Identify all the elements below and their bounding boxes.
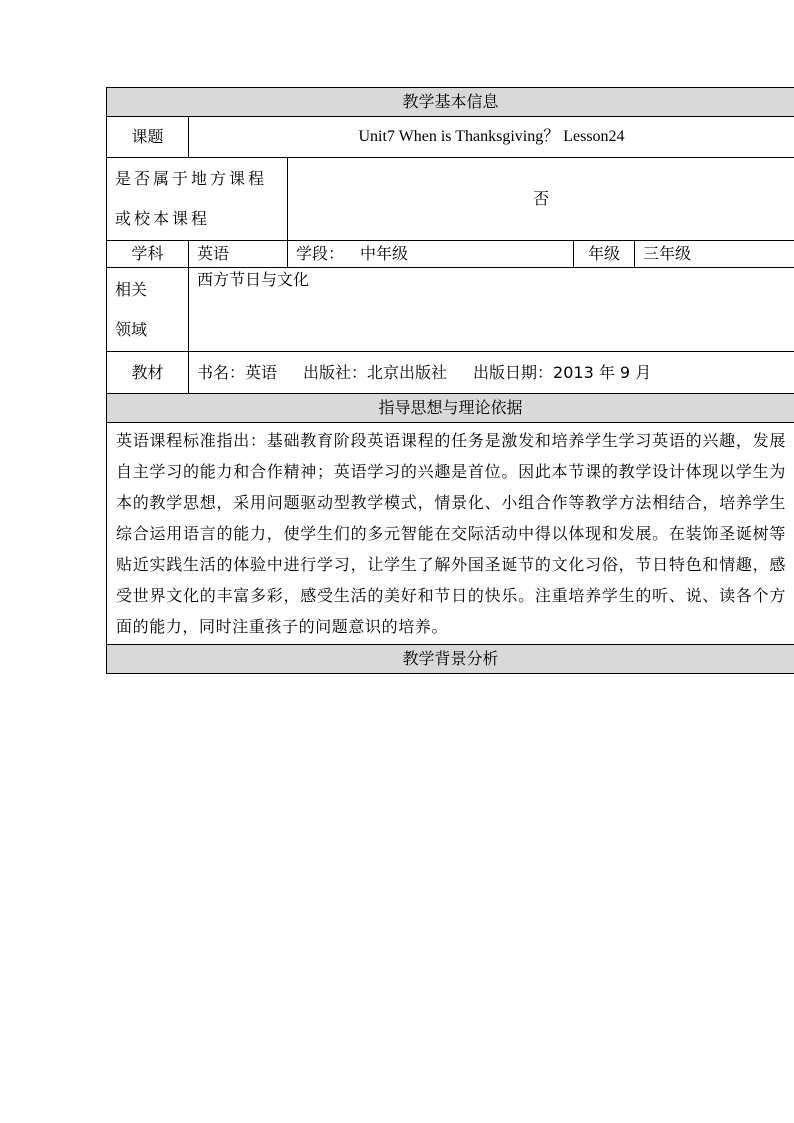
guiding-text-row	[107, 423, 794, 645]
related-field-label-line2: 领域	[115, 319, 148, 339]
local-course-label	[107, 158, 288, 241]
local-course-value: 否	[288, 158, 794, 241]
subject-value: 英语	[189, 241, 288, 268]
local-course-row	[107, 158, 794, 241]
textbook-date: 出版日期：2013 年 9 月	[473, 362, 652, 382]
related-field-value: 西方节日与文化	[189, 268, 794, 352]
section-guiding: 指导思想与理论依据	[107, 394, 794, 423]
guiding-text: 英语课程标准指出：基础教育阶段英语课程的任务是激发和培养学生学习英语的兴趣，发展自主学习的能力和合作精神；英语学习的兴趣是首位。因此本节课的教学设计体现以学生为本的教学思想，采用问题驱动型教学模式，情景化、小组合作等教学方法相结合，培养学生综合运用语言的能力，使学生们的多元智能在交际活动中得以体现和发展。在装饰圣诞树等贴近实践生活的体验中进行学习，让学生了解外国圣诞节的文化习俗，节日特色和情趣，感受世界文化的丰富多彩，感受生活的美好和节日的快乐。注重培养学生的听、说、读各个方面的能力，同时注重孩子的问题意识的培养。	[107, 423, 794, 645]
textbook-label: 教材	[107, 352, 189, 394]
related-field-row	[107, 268, 794, 352]
textbook-book-name: 书名：英语	[197, 362, 278, 382]
related-field-label-line1: 相关	[115, 279, 148, 299]
textbook-value	[189, 352, 794, 394]
related-field-label	[107, 268, 189, 352]
grade-label: 年级	[574, 241, 635, 268]
stage-cell	[288, 241, 574, 268]
stage-value: 中年级	[360, 244, 409, 264]
subject-row	[107, 241, 794, 268]
topic-value: Unit7 When is Thanksgiving？ Lesson24	[189, 117, 794, 158]
textbook-row	[107, 352, 794, 394]
background-header-row	[107, 645, 794, 674]
subject-label: 学科	[107, 241, 189, 268]
section-basic-info: 教学基本信息	[107, 88, 794, 117]
lesson-info-table	[106, 87, 794, 674]
topic-row	[107, 117, 794, 158]
lesson-plan-sheet	[106, 87, 794, 674]
grade-value: 三年级	[635, 241, 794, 268]
section-header-row	[107, 88, 794, 117]
stage-label: 学段：	[296, 244, 345, 264]
topic-label: 课题	[107, 117, 189, 158]
local-course-label-line2: 或校本课程	[115, 209, 211, 228]
guiding-header-row	[107, 394, 794, 423]
section-background: 教学背景分析	[107, 645, 794, 674]
textbook-publisher: 出版社：北京出版社	[303, 362, 448, 382]
local-course-label-line1: 是否属于地方课程	[115, 169, 268, 188]
